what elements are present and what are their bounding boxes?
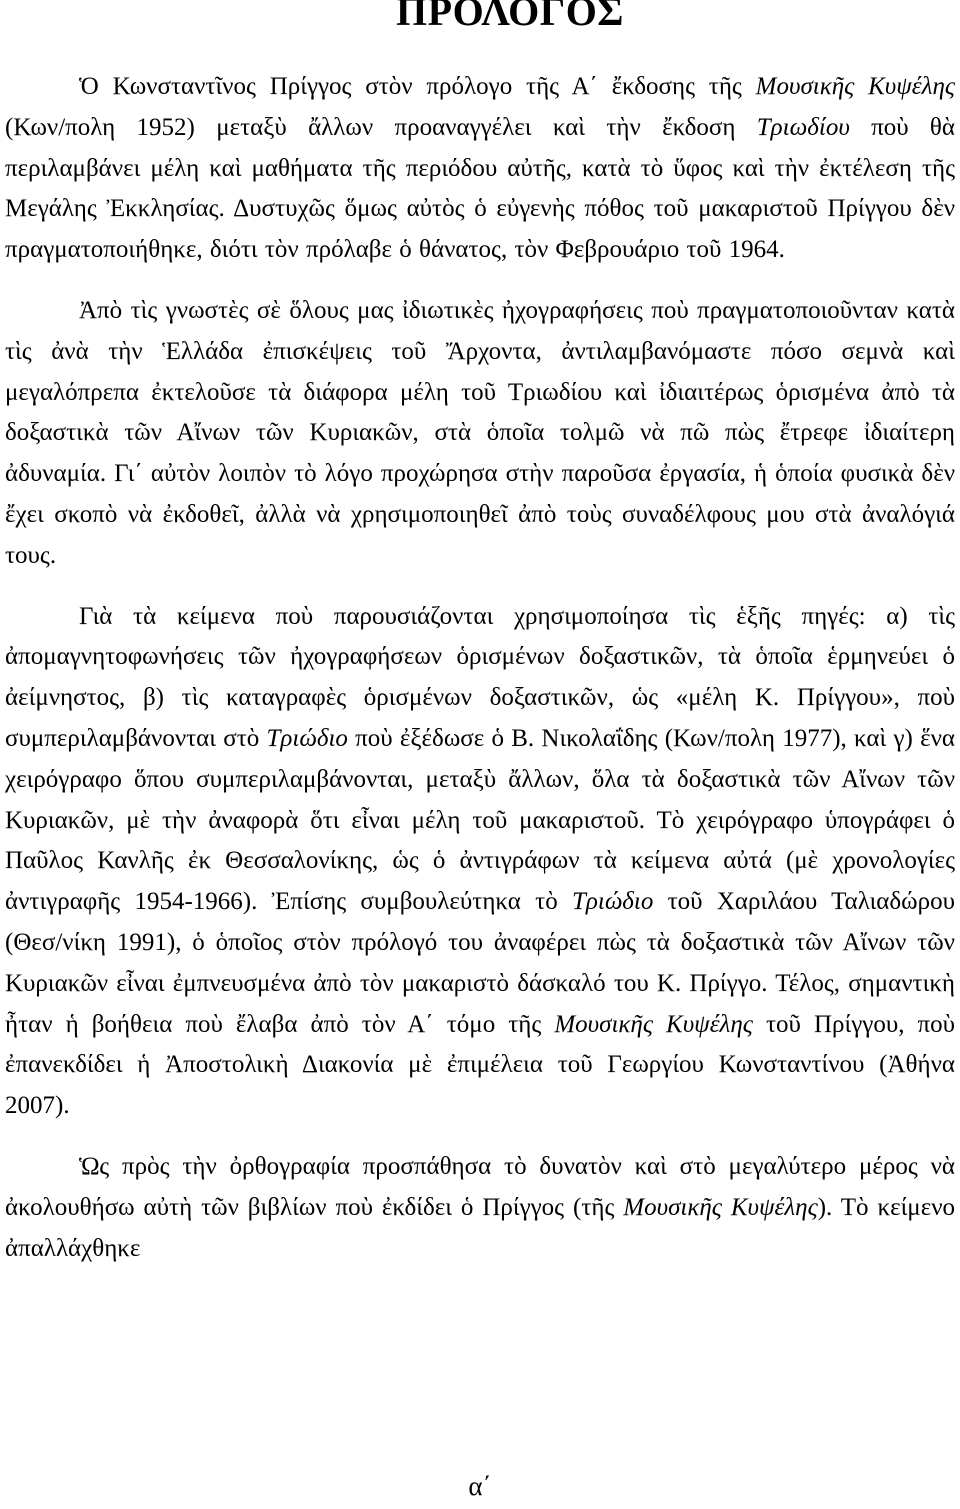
paragraph-text: τοῦ Χαριλάου Ταλιαδώρου (Θεσ/νίκη 1991), ὁ ὁποῖος στὸν πρόλογό του ἀναφέρει πὼς τὰ δοξαστικὰ τῶν Αἴνων τῶν Κυριακῶν εἶναι ἐμπνευσμένα ἀπὸ τὸν μακαριστὸ δάσκαλό του Κ. Πρίγγο. Τέλος, σημαντικὴ ἦταν ἡ βοήθεια ποὺ ἔλαβα ἀπὸ τὸν Α΄ τόμο τῆς (5, 888, 955, 1038)
italic-title-text: Τριώδιο (266, 724, 348, 752)
italic-title-text: Μουσικῆς Κυψέλης (623, 1193, 818, 1221)
paragraph-text: τοῦ Πρίγγου, ποὺ ἐπανεκδίδει ἡ Ἀποστολικὴ Διακονία μὲ ἐπιμέλεια τοῦ Γεωργίου Κωνσταντίνου (Ἀθήνα 2007). (5, 1010, 956, 1120)
page-number (0, 1466, 960, 1506)
paragraph-text: ποὺ ἐξέδωσε ὁ Β. Νικολαΐδης (Κων/πολη 1977), καὶ γ) ἕνα χειρόγραφο ὅπου συμπεριλαμβάνονται, μεταξὺ ἄλλων, ὅλα τὰ δοξαστικὰ τῶν Αἴνων τῶν Κυριακῶν, μὲ τὴν ἀναφορὰ ὅτι εἶναι μέλη τοῦ μακαριστοῦ. Τὸ χειρόγραφο ὑπογράφει ὁ Παῦλος Κανλῆς ἐκ Θεσσαλονίκης, ὡς ὁ ἀντιγράφων τὰ κείμενα αὐτά (μὲ χρονολογίες ἀντιγραφῆς 1954-1966). Ἐπίσης συμβουλεύτηκα τὸ (5, 724, 956, 916)
page-number-text: α΄ (468, 1471, 492, 1501)
paragraph-text: Γιὰ τὰ κείμενα ποὺ παρουσιάζονται χρησιμοποίησα τὶς ἑξῆς πηγές: α) τὶς ἀπομαγνητοφωνήσεις τῶν ἠχογραφήσεων ὁρισμένων δοξαστικῶν, τὰ ὁποῖα ἑρμηνεύει ὁ ἀείμνηστος, β) τὶς καταγραφὲς ὁρισμένων δοξαστικῶν, ὡς «μέλη Κ. Πρίγγου», ποὺ συμπεριλαμβάνονται στὸ (5, 602, 955, 752)
paragraph-1 (5, 67, 955, 271)
paragraph-3 (5, 597, 955, 1127)
paragraph-text: ). Τὸ κείμενο ἀπαλλάχθηκε (5, 1193, 956, 1262)
prologue-body (5, 67, 955, 1269)
italic-title-text: Μουσικῆς Κυψέλης (755, 73, 955, 100)
page-title: ΠΡΟΛΟΓΟΣ (396, 0, 624, 34)
paragraph-text: Ἀπὸ τὶς γνωστὲς σὲ ὅλους μας ἰδιωτικὲς ἠχογραφήσεις ποὺ πραγματοποιοῦνταν κατὰ τὶς ἀνὰ τὴν Ἑλλάδα ἐπισκέψεις τοῦ Ἄρχοντα, ἀντιλαμβανόμαστε πόσο σεμνὰ καὶ μεγαλόπρεπα ἐκτελοῦσε τὰ διάφορα μέλη τοῦ Τριωδίου καὶ ἰδιαιτέρως ὁρισμένα ἀπὸ τὰ δοξαστικὰ τῶν Αἴνων τῶν Κυριακῶν, στὰ ὁποῖα τολμῶ νὰ πῶ πὼς ἔτρεφε ἰδιαίτερη ἀδυναμία. Γι΄ αὐτὸν λοιπὸν τὸ λόγο προχώρησα στὴν παροῦσα ἐργασία, ἡ ὁποία φυσικὰ δὲν ἔχει σκοπὸ νὰ ἐκδοθεῖ, ἀλλὰ νὰ χρησιμοποιηθεῖ ἀπὸ τοὺς συναδέλφους μου στὰ ἀναλόγιά τους. (5, 296, 955, 569)
italic-title-text: Μουσικῆς Κυψέλης (554, 1010, 753, 1038)
italic-title-text: Τριωδίου (756, 113, 850, 141)
paragraph-text: (Κων/πολη 1952) μεταξὺ ἄλλων προαναγγέλει καὶ τὴν ἔκδοση (5, 113, 757, 141)
paragraph-text: Ὁ Κωνσταντῖνος Πρίγγος στὸν πρόλογο τῆς Α΄ ἔκδοσης τῆς (79, 73, 756, 100)
paragraph-text: Ὡς πρὸς τὴν ὀρθογραφία προσπάθησα τὸ δυνατὸν καὶ στὸ μεγαλύτερο μέρος νὰ ἀκολουθήσω αὐτὴ τῶν βιβλίων ποὺ ἐκδίδει ὁ Πρίγγος (τῆς (5, 1152, 955, 1221)
paragraph-4 (5, 1147, 955, 1269)
paragraph-2 (5, 291, 955, 577)
paragraph-text: ποὺ θὰ περιλαμβάνει μέλη καὶ μαθήματα τῆς περιόδου αὐτῆς, κατὰ τὸ ὕφος καὶ τὴν ἐκτέλεση τῆς Μεγάλης Ἐκκλησίας. Δυστυχῶς ὅμως αὐτὸς ὁ εὐγενὴς πόθος τοῦ μακαριστοῦ Πρίγγου δὲν πραγματοποιήθηκε, διότι τὸν πρόλαβε ὁ θάνατος, τὸν Φεβρουάριο τοῦ 1964. (5, 113, 955, 264)
italic-title-text: Τριώδιο (571, 888, 654, 916)
